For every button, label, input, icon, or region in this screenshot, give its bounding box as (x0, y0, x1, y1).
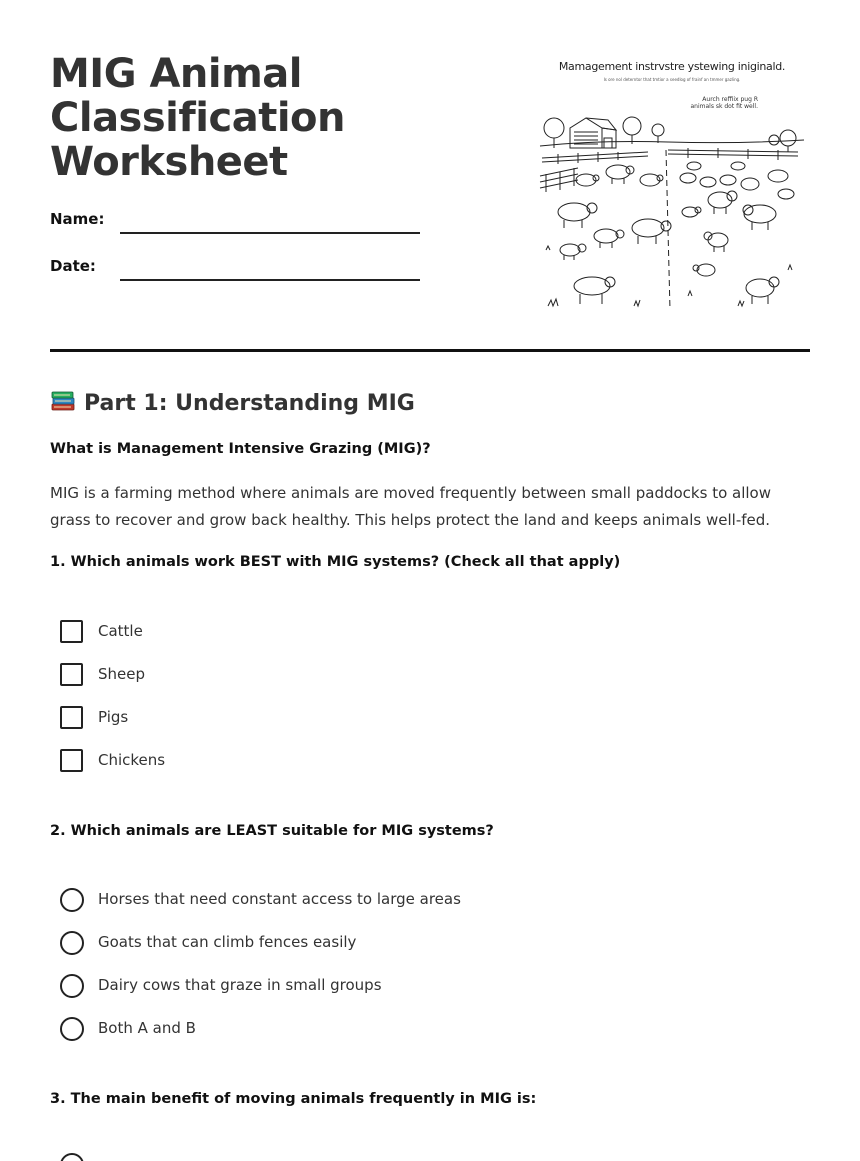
date-input-line[interactable] (120, 279, 420, 281)
radio-d[interactable] (60, 1017, 84, 1041)
option-label: Both A and B (98, 1019, 196, 1037)
name-input-line[interactable] (120, 232, 420, 234)
part1-heading-text: Part 1: Understanding MIG (84, 391, 415, 416)
radio-c[interactable] (60, 974, 84, 998)
question-2: 2. Which animals are LEAST suitable for MIG systems? (50, 823, 494, 839)
illustration-title: Mamagement instrvstre ystewing iniginald. (558, 60, 786, 73)
option-label: Sheep (98, 665, 146, 683)
books-icon (50, 389, 76, 413)
name-label: Name: (50, 210, 105, 228)
option-label: Chickens (98, 751, 166, 769)
question-3: 3. The main benefit of moving animals frequently in MIG is: (50, 1091, 537, 1107)
option-label: Dairy cows that graze in small groups (98, 976, 382, 994)
radio-partial[interactable] (60, 1153, 84, 1161)
checkbox-chickens[interactable] (60, 749, 83, 772)
option-label: Cattle (98, 622, 143, 640)
checkbox-pigs[interactable] (60, 706, 83, 729)
name-field[interactable] (50, 210, 420, 240)
option-label: Horses that need constant access to large areas (98, 890, 461, 908)
checkbox-cattle[interactable] (60, 620, 83, 643)
farm-illustration (538, 58, 806, 314)
option-label: Pigs (98, 708, 129, 726)
date-field[interactable] (50, 257, 420, 287)
intro-heading: What is Management Intensive Grazing (MIG)? (50, 441, 431, 457)
header-divider (50, 349, 810, 352)
radio-b[interactable] (60, 931, 84, 955)
question-1: 1. Which animals work BEST with MIG systems? (Check all that apply) (50, 554, 621, 570)
farm-pasture-icon (538, 110, 806, 314)
page-title: MIG Animal Classification Worksheet (50, 51, 345, 185)
illustration-subtitle: Is ore nol deterntor that tmtior a seedlog of frainf an tmmer gazling. (603, 77, 741, 82)
illustration-note: Aurch reffiix pug R animals sk dot fit well. (690, 96, 758, 110)
intro-text: MIG is a farming method where animals are moved frequently between small paddocks to allow grass to recover and grow back healthy. This helps protect the land and keeps animals well-fed. (50, 484, 771, 529)
date-label: Date: (50, 257, 96, 275)
checkbox-sheep[interactable] (60, 663, 83, 686)
option-label: Goats that can climb fences easily (98, 933, 357, 951)
radio-a[interactable] (60, 888, 84, 912)
part1-heading (50, 389, 415, 416)
